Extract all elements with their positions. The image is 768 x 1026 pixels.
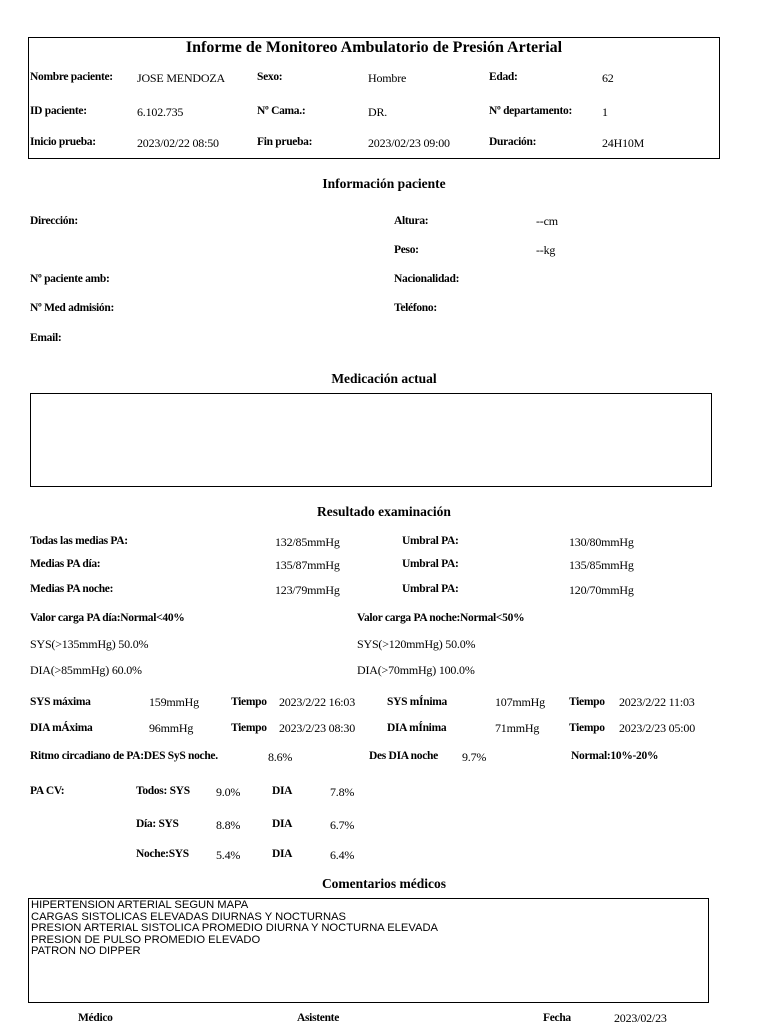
cv-all-sys-value: 9.0% (216, 785, 241, 799)
test-end-value: 2023/02/23 09:00 (368, 136, 450, 150)
department-label: Nº departamento: (489, 105, 572, 117)
sex-label: Sexo: (257, 71, 283, 83)
dia-max-time-label: Tiempo (231, 722, 267, 734)
sys-min-time-value: 2023/2/22 11:03 (619, 695, 695, 709)
weight-value: --kg (536, 243, 556, 257)
bed-number-label: Nº Cama.: (257, 105, 306, 117)
comments-box (28, 898, 709, 1003)
avg-day-label: Medias PA día: (30, 558, 101, 570)
cv-all-sys-label: Todos: SYS (136, 785, 190, 797)
cv-day-sys-value: 8.8% (216, 818, 241, 832)
doctor-label: Médico (78, 1012, 113, 1024)
assistant-label: Asistente (297, 1012, 340, 1024)
cv-label: PA CV: (30, 785, 65, 797)
test-start-label: Inicio prueba: (30, 136, 96, 148)
avg-night-label: Medias PA noche: (30, 583, 114, 595)
address-label: Dirección: (30, 215, 78, 227)
avg-night-threshold-label: Umbral PA: (402, 583, 459, 595)
report-title: Informe de Monitoreo Ambulatorio de Presión Arterial (185, 39, 563, 56)
results-title: Resultado examinación (317, 504, 451, 519)
email-label: Email: (30, 332, 62, 344)
cv-day-dia-value: 6.7% (330, 818, 355, 832)
medication-title: Medicación actual (331, 371, 437, 386)
department-value: 1 (602, 105, 608, 119)
test-end-label: Fin prueba: (257, 136, 313, 148)
patient-info-title: Información paciente (322, 176, 446, 191)
load-day-sys: SYS(>135mmHg) 50.0% (30, 637, 149, 651)
avg-all-threshold-label: Umbral PA: (402, 535, 459, 547)
sys-min-label: SYS mÍnima (387, 696, 447, 708)
cv-night-dia-label: DIA (272, 848, 293, 860)
height-value: --cm (536, 214, 558, 228)
load-day-title: Valor carga PA día:Normal<40% (30, 612, 185, 624)
date-label: Fecha (543, 1012, 571, 1024)
dia-min-label: DIA mÍnima (387, 722, 447, 734)
dia-max-label: DIA mÁxima (30, 722, 93, 734)
dia-min-value: 71mmHg (495, 721, 540, 735)
duration-value: 24H10M (602, 136, 645, 150)
circadian-label: Ritmo circadiano de PA:DES SyS noche. (30, 750, 218, 762)
avg-night-value: 123/79mmHg (275, 583, 340, 597)
date-value: 2023/02/23 (614, 1011, 667, 1025)
sys-max-time-value: 2023/2/22 16:03 (279, 695, 356, 709)
bed-number-value: DR. (368, 105, 388, 119)
phone-label: Teléfono: (394, 302, 437, 314)
patient-name-label: Nombre paciente: (30, 71, 113, 83)
circadian-sys-value: 8.6% (268, 750, 293, 764)
patient-name-value: JOSE MENDOZA (137, 71, 225, 85)
cv-day-dia-label: DIA (272, 818, 293, 830)
avg-day-threshold-label: Umbral PA: (402, 558, 459, 570)
patient-id-value: 6.102.735 (137, 105, 184, 119)
sys-min-time-label: Tiempo (569, 696, 605, 708)
dia-max-value: 96mmHg (149, 721, 194, 735)
load-night-title: Valor carga PA noche:Normal<50% (357, 612, 525, 624)
circadian-normal-range: Normal:10%-20% (571, 750, 659, 762)
circadian-dia-label: Des DIA noche (369, 750, 438, 762)
dia-max-time-value: 2023/2/23 08:30 (279, 721, 356, 735)
dia-min-time-value: 2023/2/23 05:00 (619, 721, 696, 735)
weight-label: Peso: (394, 244, 419, 256)
cv-all-dia-label: DIA (272, 785, 293, 797)
cv-night-sys-label: Noche:SYS (136, 848, 189, 860)
avg-day-threshold-value: 135/85mmHg (569, 558, 634, 572)
sys-min-value: 107mmHg (495, 695, 545, 709)
sex-value: Hombre (368, 71, 407, 85)
cv-day-sys-label: Día: SYS (136, 818, 179, 830)
sys-max-value: 159mmHg (149, 695, 199, 709)
avg-night-threshold-value: 120/70mmHg (569, 583, 634, 597)
duration-label: Duración: (489, 136, 537, 148)
cv-night-sys-value: 5.4% (216, 848, 241, 862)
sys-max-time-label: Tiempo (231, 696, 267, 708)
medication-box (30, 393, 712, 487)
circadian-dia-value: 9.7% (462, 750, 487, 764)
age-value: 62 (602, 71, 614, 85)
load-night-dia: DIA(>70mmHg) 100.0% (357, 663, 475, 677)
sys-max-label: SYS máxima (30, 696, 91, 708)
avg-all-threshold-value: 130/80mmHg (569, 535, 634, 549)
cv-all-dia-value: 7.8% (330, 785, 355, 799)
test-start-value: 2023/02/22 08:50 (137, 136, 219, 150)
avg-day-value: 135/87mmHg (275, 558, 340, 572)
medication-text (31, 394, 711, 398)
load-night-sys: SYS(>120mmHg) 50.0% (357, 637, 476, 651)
nationality-label: Nacionalidad: (394, 273, 460, 285)
height-label: Altura: (394, 215, 429, 227)
patient-id-label: ID paciente: (30, 105, 87, 117)
avg-all-value: 132/85mmHg (275, 535, 340, 549)
cv-night-dia-value: 6.4% (330, 848, 355, 862)
avg-all-label: Todas las medias PA: (30, 535, 128, 547)
dia-min-time-label: Tiempo (569, 722, 605, 734)
comments-title: Comentarios médicos (321, 876, 447, 891)
load-day-dia: DIA(>85mmHg) 60.0% (30, 663, 142, 677)
age-label: Edad: (489, 71, 518, 83)
comments-text: HIPERTENSION ARTERIAL SEGUN MAPA CARGAS SISTOLICAS ELEVADAS DIURNAS Y NOCTURNAS PRESION ARTERIAL SISTOLICA PROMEDIO DIURNA Y NOCTURNA ELEVADA PRESION DE PULSO PROMEDIO ELEVADO PATRON NO DIPPER (31, 899, 439, 958)
admission-number-label: Nº Med admisión: (30, 302, 114, 314)
outpatient-number-label: Nº paciente amb: (30, 273, 110, 285)
